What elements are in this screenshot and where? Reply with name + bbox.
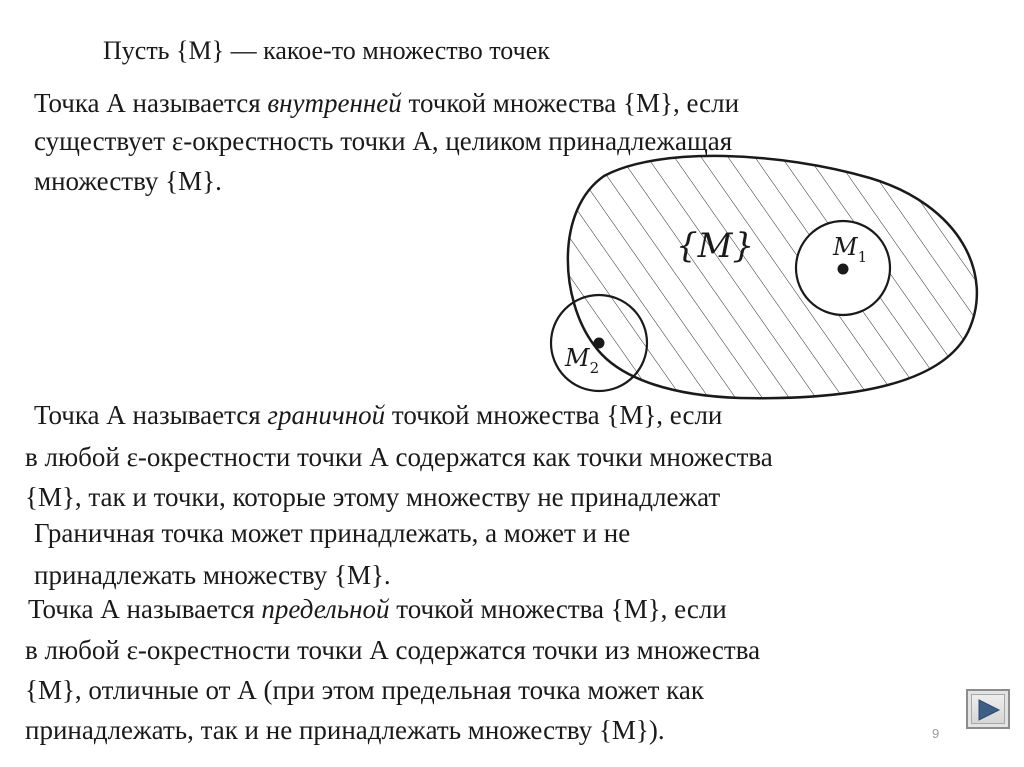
set-diagram — [540, 150, 990, 410]
interior-definition-line-3: множеству {M}. — [34, 166, 222, 196]
interior-definition-line-2: существует ε-окрестность точки А, целиком принадлежащая — [34, 126, 733, 156]
boundary-definition-line-3: {M}, так и точки, которые этому множеству не принадлежат — [25, 482, 721, 512]
interior-definition-suffix: точкой множества {M}, если — [401, 88, 740, 118]
point-m1-label-name: M — [833, 233, 858, 261]
boundary-definition-suffix: точкой множества {M}, если — [385, 400, 723, 430]
intro-text: Пусть {M} — какое-то множество точек — [103, 36, 550, 65]
point-m1-label-sub: 1 — [857, 248, 868, 266]
boundary-note-line-1: Граничная точка может принадлежать, а может и не — [34, 518, 631, 548]
boundary-definition-line-1 — [34, 398, 722, 432]
set-label: {M} — [676, 226, 755, 266]
point-m1-dot — [838, 264, 849, 275]
interior-term: внутренней — [267, 88, 402, 118]
limit-definition-suffix: точкой множества {M}, если — [389, 594, 727, 624]
point-m2-dot — [594, 338, 605, 349]
interior-definition-line-1 — [34, 86, 739, 120]
limit-definition-line-3: {M}, отличные от А (при этом предельная точка может как — [25, 675, 704, 705]
point-m2-label-sub: 2 — [589, 359, 600, 377]
play-triangle-icon — [976, 697, 1002, 723]
boundary-definition-prefix: Точка А называется — [34, 400, 268, 430]
boundary-definition-line-2: в любой ε-окрестности точки А содержатся как точки множества — [25, 442, 773, 472]
boundary-term: граничной — [267, 400, 386, 430]
limit-definition-line-4: принадлежать, так и не принадлежать множеству {M}). — [25, 715, 665, 745]
limit-definition-line-2: в любой ε-окрестности точки А содержатся точки из множества — [25, 635, 761, 665]
point-m2-label — [564, 344, 599, 377]
point-m2-label-name: M — [565, 344, 590, 372]
limit-definition-line-1 — [28, 592, 727, 626]
page-number: 9 — [932, 726, 940, 741]
boundary-note-line-2: принадлежать множеству {M}. — [34, 560, 391, 590]
limit-term: предельной — [261, 594, 390, 624]
set-region — [568, 156, 977, 398]
next-slide-button[interactable] — [966, 689, 1010, 729]
limit-definition-prefix: Точка А называется — [28, 594, 262, 624]
interior-definition-prefix: Точка А называется — [34, 88, 268, 118]
